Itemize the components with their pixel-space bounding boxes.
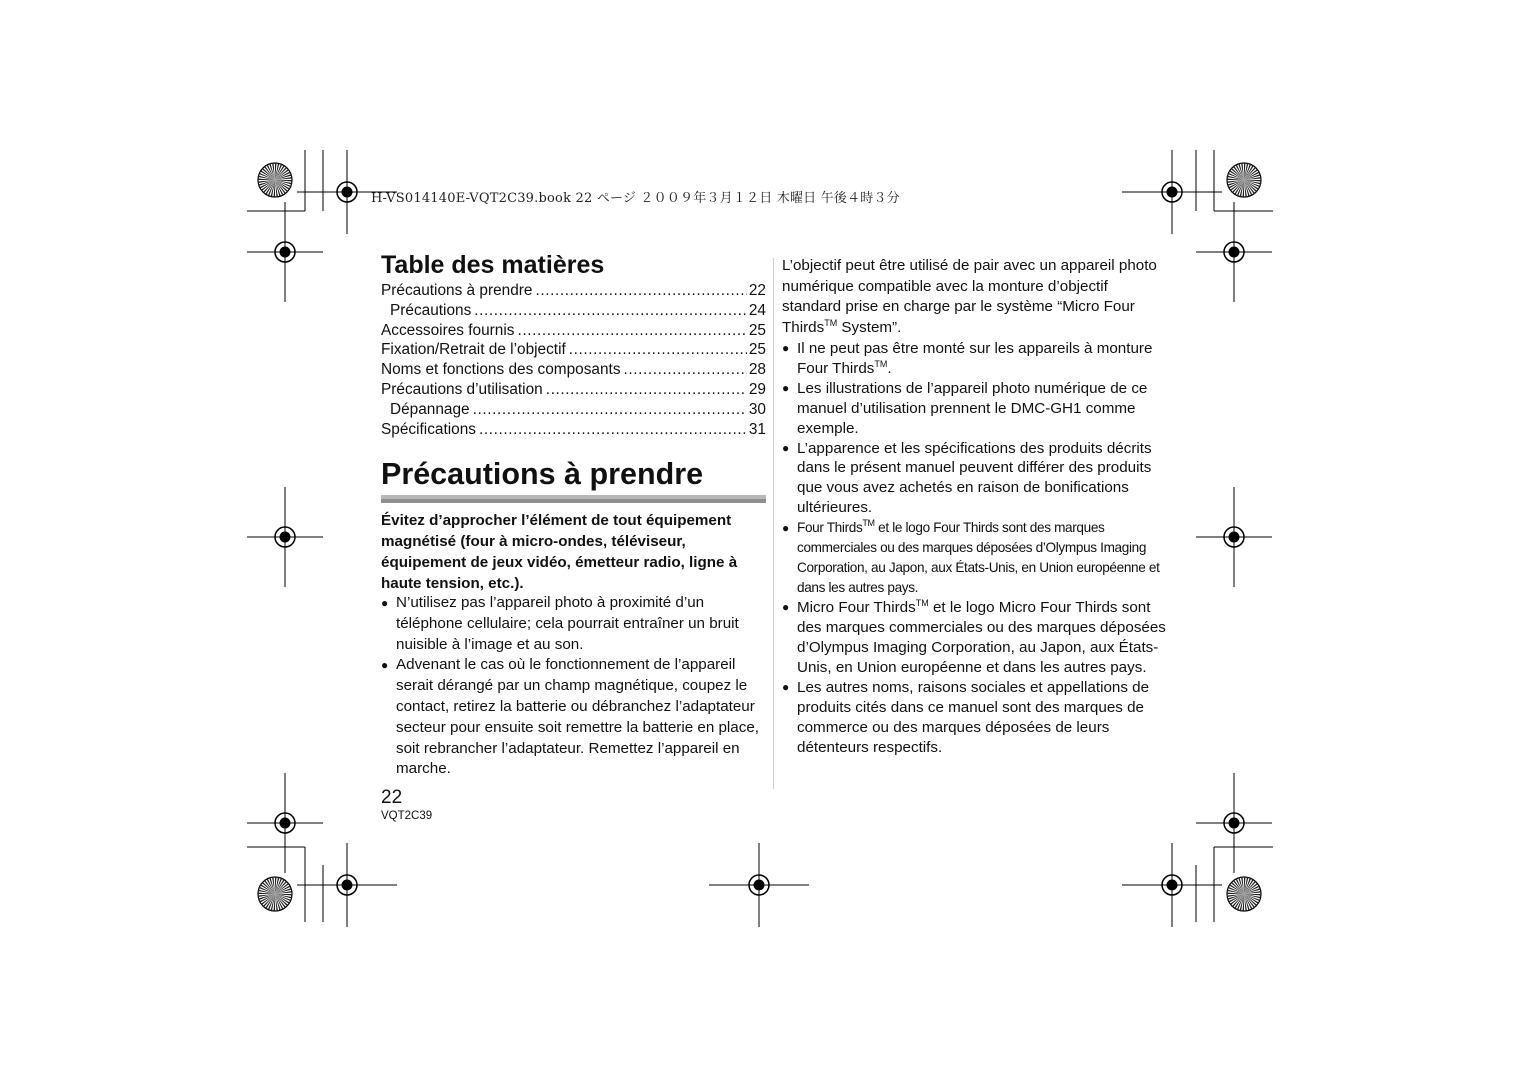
list-item bbox=[782, 439, 1168, 519]
toc-entry-label: Fixation/Retrait de l’objectif bbox=[381, 341, 566, 359]
toc-entry-page: 25 bbox=[748, 341, 766, 359]
sunburst-target bbox=[258, 163, 292, 197]
list-item bbox=[381, 655, 766, 780]
toc-entry bbox=[381, 400, 766, 420]
lens-compatibility-intro bbox=[782, 256, 1167, 338]
registration-mark bbox=[1122, 843, 1222, 927]
trademark-sup: TM bbox=[874, 358, 888, 369]
trademark-sup: TM bbox=[915, 598, 929, 609]
section-divider bbox=[381, 495, 766, 503]
list-item-text: Micro Four Thirds bbox=[797, 599, 916, 617]
list-item bbox=[782, 598, 1168, 678]
toc-entry-label: Précautions d’utilisation bbox=[381, 380, 543, 398]
section-title: Précautions à prendre bbox=[381, 457, 704, 491]
bullet-icon: ● bbox=[782, 380, 790, 395]
toc-entry-label: Accessoires fournis bbox=[381, 321, 515, 339]
list-item bbox=[782, 379, 1168, 439]
bullet-icon: ● bbox=[782, 600, 790, 615]
toc-leader-dots bbox=[474, 301, 747, 321]
toc-entry-label: Dépannage bbox=[390, 400, 470, 418]
column-divider bbox=[773, 258, 774, 789]
toc-entry-page: 29 bbox=[748, 380, 766, 398]
toc-entry-page: 31 bbox=[748, 420, 766, 438]
bullet-icon: ● bbox=[782, 679, 790, 694]
bullet-icon: ● bbox=[381, 596, 389, 610]
toc-entry bbox=[381, 360, 766, 380]
list-item bbox=[782, 339, 1168, 379]
sunburst-target bbox=[258, 877, 292, 911]
toc-entry-page: 30 bbox=[748, 400, 766, 418]
magnetic-warning: Évitez d’approcher l’élément de tout équipement magnétisé (four à micro-ondes, téléviseur, équipement de jeux vidéo, émetteur radio, ligne à haute tension, etc.). bbox=[381, 512, 738, 592]
list-item-text-end: et le logo Four Thirds sont des marques commerciales ou des marques déposées d’Olympus Imaging Corporation, au Japon, aux États-Unis, en Union européenne et dans les autres pays. bbox=[797, 520, 1160, 596]
trademark-sup: TM bbox=[824, 317, 838, 328]
sunburst-target bbox=[1227, 163, 1261, 197]
precaution-list bbox=[381, 593, 766, 780]
registration-mark bbox=[247, 487, 323, 587]
bullet-icon: ● bbox=[782, 341, 790, 355]
list-item-text: Il ne peut pas être monté sur les appareils à monture Four Thirds bbox=[797, 340, 1153, 377]
registration-mark bbox=[247, 202, 323, 302]
registration-mark bbox=[247, 773, 323, 873]
toc-entry-label: Spécifications bbox=[381, 420, 476, 438]
toc-entry-label: Précautions bbox=[390, 301, 472, 319]
list-item-text-end: . bbox=[887, 359, 892, 377]
toc-leader-dots bbox=[569, 340, 747, 360]
registration-mark bbox=[1122, 150, 1222, 234]
list-item-text: Four Thirds bbox=[797, 520, 863, 536]
document-code: VQT2C39 bbox=[381, 810, 433, 822]
toc-entry-label: Noms et fonctions des composants bbox=[381, 361, 621, 379]
registration-mark bbox=[709, 843, 809, 927]
toc-leader-dots bbox=[517, 321, 746, 341]
list-item-text: L’apparence et les spécifications des produits décrits dans le présent manuel peuvent différer des produits que vous avez achetés en raison de bonifications ultérieures. bbox=[797, 439, 1152, 517]
list-item bbox=[782, 518, 1168, 598]
toc-leader-dots bbox=[473, 400, 747, 420]
list-item-text: N’utilisez pas l’appareil photo à proximité d’un téléphone cellulaire; cela pourrait entraîner un bruit nuisible à l’image et au son. bbox=[396, 594, 739, 653]
toc-entry-label: Précautions à prendre bbox=[381, 282, 533, 299]
toc-entry bbox=[381, 380, 766, 400]
registration-mark bbox=[1196, 487, 1272, 587]
toc-entry bbox=[381, 281, 766, 301]
list-item-text: Advenant le cas où le fonctionnement de l’appareil serait dérangé par un champ magnétique, coupez le contact, retirez la batterie ou débranchez l’adaptateur secteur pour ensuite soit remettre la batterie en place, soit rebrancher l’adaptateur. Remettez l’appareil en marche. bbox=[396, 656, 760, 778]
toc-entry bbox=[381, 301, 766, 321]
toc-leader-dots bbox=[624, 360, 747, 380]
trademark-sup: TM bbox=[862, 518, 875, 529]
list-item-text: Les illustrations de l’appareil photo numérique de ce manuel d’utilisation prennent le DMC-GH1 comme exemple. bbox=[797, 379, 1148, 437]
toc-leader-dots bbox=[546, 380, 747, 400]
bullet-icon: ● bbox=[381, 658, 389, 673]
bullet-icon: ● bbox=[782, 521, 789, 536]
sunburst-target bbox=[1227, 877, 1261, 911]
print-header-info: H-VS014140E-VQT2C39.book 22 ページ ２００９年３月１２日 木曜日 午後４時３分 bbox=[371, 191, 900, 206]
bullet-icon: ● bbox=[782, 440, 790, 455]
toc-entry-page: 28 bbox=[748, 361, 766, 379]
toc-leader-dots bbox=[535, 281, 746, 301]
table-of-contents bbox=[381, 281, 766, 439]
list-item bbox=[782, 678, 1168, 758]
toc-entry bbox=[381, 420, 766, 440]
notes-list bbox=[782, 339, 1168, 757]
intro-text-end: System”. bbox=[837, 318, 902, 336]
page-number: 22 bbox=[381, 787, 403, 808]
toc-leader-dots bbox=[479, 420, 747, 440]
toc-entry-page: 25 bbox=[748, 321, 766, 339]
toc-entry-page: 22 bbox=[748, 282, 766, 299]
toc-entry-page: 24 bbox=[748, 301, 766, 319]
list-item bbox=[381, 593, 766, 655]
registration-mark bbox=[1196, 202, 1272, 302]
list-item-text: Les autres noms, raisons sociales et appellations de produits cités dans ce manuel sont des marques de commerce ou des marques déposées de leurs détenteurs respectifs. bbox=[797, 678, 1150, 756]
toc-entry bbox=[381, 340, 766, 360]
list-item-text-end: et le logo Micro Four Thirds sont des marques commerciales ou des marques déposées d’Olympus Imaging Corporation, au Japon, aux États-Unis, en Union européenne et dans les autres pays. bbox=[797, 599, 1166, 676]
intro-text: L’objectif peut être utilisé de pair avec un appareil photo numérique compatible avec la monture d’objectif standard prise en charge par le système “Micro Four Thirds bbox=[782, 257, 1157, 336]
registration-mark bbox=[1196, 773, 1272, 873]
registration-mark bbox=[297, 843, 397, 927]
toc-title: Table des matières bbox=[381, 251, 605, 279]
toc-entry bbox=[381, 321, 766, 341]
